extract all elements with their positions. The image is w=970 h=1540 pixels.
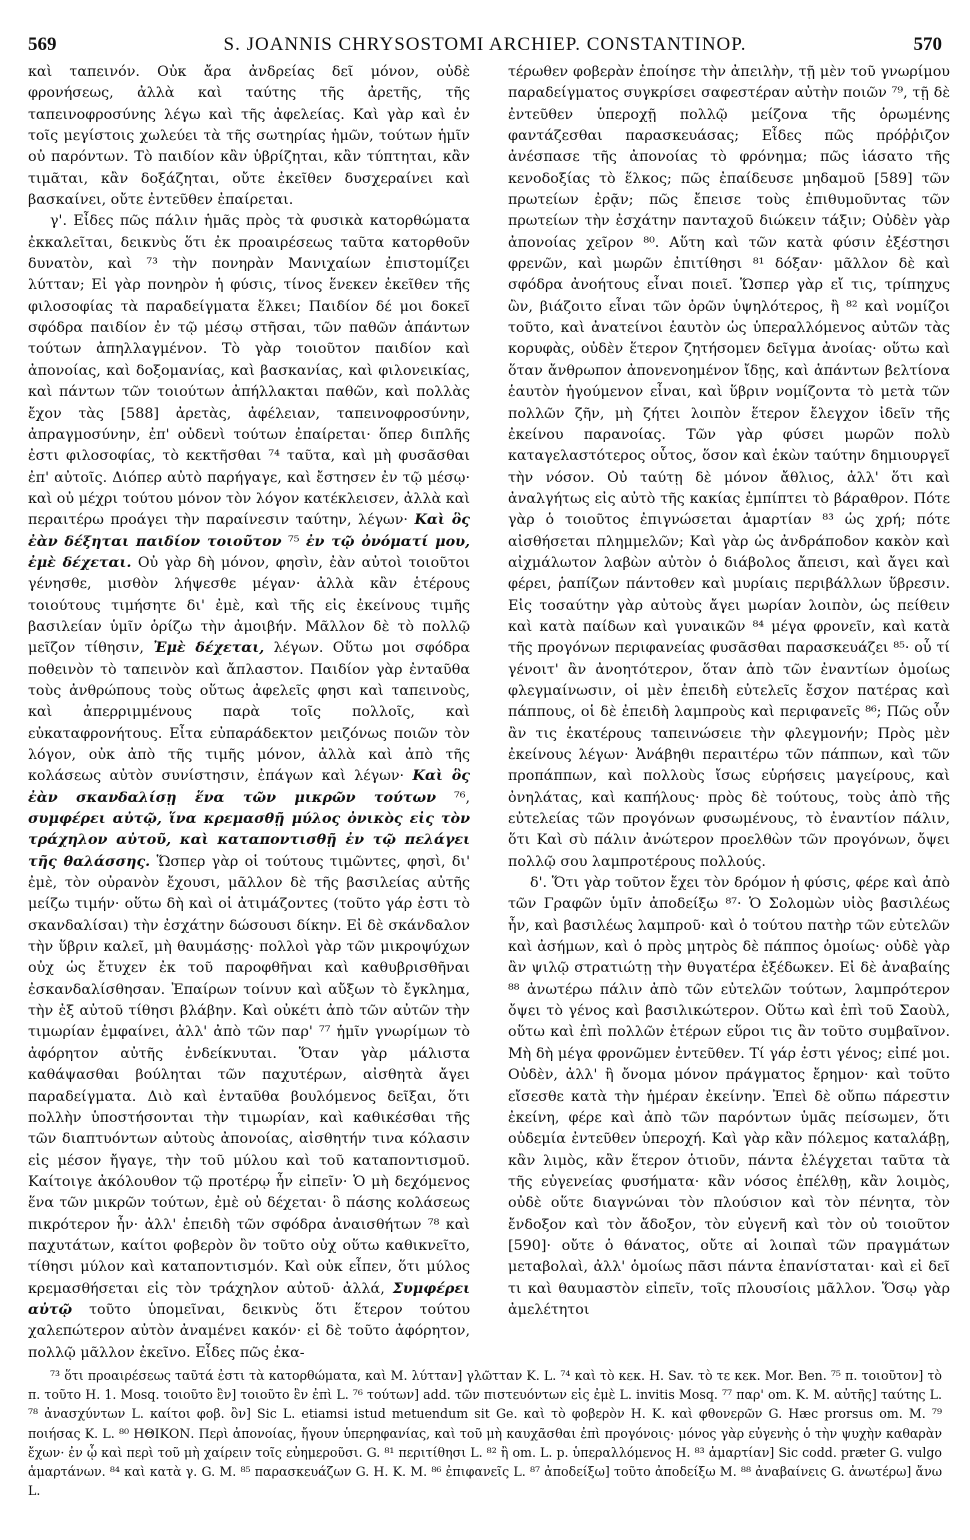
scripture-quote: συμφέρει αὐτῷ, ἵνα κρεμασθῇ μύλος ὀνικὸς εἰς τὸν τράχηλον αὐτοῦ, καὶ καταποντισθῇ ἐν τῷ πελάγει τῆς θαλάσσης. [28,811,470,870]
scripture-quote: Συμφέρει αὐτῷ [28,1280,470,1318]
footnote-text: ⁷³ ὅτι προαιρέσεως ταῦτά ἐστι τὰ κατορθώματα, καὶ M. λύτταν] γλῶτταν K. L. ⁷⁴ καὶ τὸ κεκ. H. Sav. τὸ τε κεκ. Mor. Ben. ⁷⁵ π. τοιοῦτον] τὸ π. τοῦτο H. 1. Mosq. τοιοῦτο ἓν] τοιοῦτο ἓν ἐπὶ L. ⁷⁶ τούτων] add. τῶν πιστευόντων εἰς ἐμὲ L. invitis Mosq. ⁷⁷ παρ' om. K. M. αὐτῆς] ταύτης L. ⁷⁸ ἀνασχύντων L. καίτοι φοβ. ὂν] Sic L. etiamsi istud metuendum sit Ge. καὶ τὸ φοβερὸν H. K. καὶ φθονερῶν G. Hæc prorsus om. M. ⁷⁹ ποιήσας K. L. ⁸⁰ ΗΘΙΚΟΝ. Περὶ ἀπονοίας, ἤγουν ὑπερηφανίας, καὶ τοῦ μὴ καυχᾶσθαι ἐπὶ προγόνοις· μόνος γὰρ εὐγενὴς ὁ τὴν ψυχὴν καθαρὰν ἔχων· ἐν ᾧ καὶ περὶ τοῦ μὴ χαίρειν τοῖς εὐημεροῦσι. G. ⁸¹ περιτίθησι L. ⁸² ἢ om. L. p. ὑπεραλλόμενος H. ⁸³ ἁμαρτίαν] Sic codd. præter G. vulgo ἁμαρτάνων. ⁸⁴ καὶ κατὰ γ. G. M. ⁸⁵ παρασκευάζων G. H. K. M. ⁸⁶ ἐπιφανεῖς L. ⁸⁷ ἀποδείξω] τοῦτο ἀποδείξω M. ⁸⁸ ἀναβαίνεις G. ἀνωτέρω] ἄνω L. [28,1368,942,1499]
scripture-quote: Καὶ ὃς ἐὰν σκανδαλίσῃ ἕνα τῶν μικρῶν τούτων [28,768,470,806]
footnote-mark: ⁷⁵ [287,533,300,550]
page-header [28,16,942,56]
right-column [508,62,950,1362]
page-number-right: 570 [913,34,942,55]
footnote-mark: ⁷⁶, [453,789,470,806]
text-run: τοῦτο ὑπομεῖναι, δεικνὺς ὅτι ἕτερον τούτου χαλεπώτερον αὐτὸν ἀναμένει κακόν· εἰ δὲ τοῦτο ἀφόρητον, πολλῷ μᾶλλον ἐκεῖνο. Εἶδες πῶς ἐκα- [28,1301,470,1361]
text-run: Οὐ γὰρ δὴ μόνον, φησὶν, ἐὰν αὐτοὶ τοιοῦτοι γένησθε, μισθὸν λήψεσθε μέγαν· ἀλλὰ κἂν ἑτέρους τοιούτους τιμήσητε δι' ἐμὲ, καὶ τῆς εἰς ἐκείνους τιμῆς βασιλείαν ὑμῖν ὁρίζω τὴν ἀμοιβήν. Μᾶλλον δὲ τὸ πολλῷ μεῖζον τίθησιν, [28,554,470,657]
running-title: S. JOANNIS CHRYSOSTOMI ARCHIEP. CONSTANTINOP. [223,34,747,55]
text-run: γ'. Εἶδες πῶς πάλιν ἡμᾶς πρὸς τὰ φυσικὰ κατορθώματα ἐκκαλεῖται, δεικνὺς ὅτι ἐκ προαιρέσεως ταῦτα κατορθοῦν δυνατὸν, καὶ ⁷³ τὴν πονηρὰν Μανιχαίων ἐπιστομίζει λύτταν; Εἰ γὰρ πονηρὸν ἡ φύσις, τίνος ἕνεκεν ἐκεῖθεν τῆς φιλοσοφίας τὰ παραδείγματα ἕλκει; Παιδίον δέ μοι δοκεῖ σφόδρα παιδίον ἐν τῷ μέσῳ στῆσαι, τῶν παθῶν ἁπάντων τούτων ἀπηλλαγμένον. Τὸ γὰρ τοιοῦτον παιδίον καὶ ἀπονοίας, καὶ δοξομανίας, καὶ βασκανίας, καὶ φιλονεικίας, καὶ πάντων τῶν τοιούτων ἀπήλλακται παθῶν, καὶ πολλὰς ἔχον τὰς [588] ἀρετὰς, ἀφέλειαν, ταπεινοφροσύνην, ἀπραγμοσύνην, ἐπ' οὐδενὶ τούτων ἐπαίρεται· ὅπερ διπλῆς ἐστι φιλοσοφίας, τὸ κεκτῆσθαι ⁷⁴ ταῦτα, καὶ μὴ φυσᾶσθαι ἐπ' αὐτοῖς. Διόπερ αὐτὸ παρήγαγε, καὶ ἔστησεν ἐν τῷ μέσῳ· καὶ οὐ μέχρι τούτου μόνον τὸν λόγον κατέκλεισεν, ἀλλὰ καὶ περαιτέρω προάγει τὴν παραίνεσιν ταύτην, λέγων· [28,213,470,529]
text-run: Ὥσπερ γὰρ οἱ τούτους τιμῶντες, φησὶ, δι' ἐμὲ, τὸν οὐρανὸν ἔχουσι, μᾶλλον δὲ τῆς βασιλείας αὐτῆς μείζω τιμήν· οὕτω δὴ καὶ οἱ ἀτιμάζοντες (τοῦτο γάρ ἐστι τὸ σκανδαλίσαι) τὴν ἐσχάτην δώσουσι δίκην. Εἰ δὲ σκάνδαλον τὴν ὕβριν καλεῖ, μὴ θαυμάσῃς· πολλοὶ γὰρ τῶν μικροψύχων οὐχ ὡς ἔτυχεν ἐκ τοῦ παροφθῆναι καὶ καθυβρισθῆναι ἐσκανδαλίσθησαν. Ἐπαίρων τοίνυν καὶ αὔξων τὸ ἔγκλημα, τὴν ἐξ αὐτοῦ τίθησι βλάβην. Καὶ οὐκέτι ἀπὸ τῶν αὐτῶν τὴν τιμωρίαν ἐμφαίνει, ἀλλ' ἀπὸ τῶν παρ' ⁷⁷ ἡμῖν γνωρίμων τὸ ἀφόρητον αὐτῆς ἐνδείκνυται. Ὅταν γὰρ μάλιστα καθάψασθαι βούληται τῶν παχυτέρων, αἰσθητὰ ἄγει παραδείγματα. Διὸ καὶ ἐνταῦθα βουλόμενος δεῖξαι, ὅτι πολλὴν ὑποστήσονται τὴν τιμωρίαν, καὶ καθικέσθαι τῆς τῶν διαπτυόντων αὐτοὺς ἀπονοίας, αἰσθητήν τινα κόλασιν εἰς μέσον ἤγαγε, τὴν τοῦ μύλου καὶ τοῦ καταποντισμοῦ. Καίτοιγε ἀκόλουθον τῷ προτέρῳ ἦν εἰπεῖν· Ὁ μὴ δεχόμενος ἕνα τῶν μικρῶν τούτων, ἐμὲ οὐ δέχεται· ὃ πάσης κολάσεως πικρότερον ἦν· ἀλλ' ἐπειδὴ τῶν σφόδρα ἀναισθήτων ⁷⁸ καὶ παχυτάτων, καίτοι φοβερὸν ὂν τοῦτο οὐχ οὕτω καθικνεῖτο, τίθησι μύλον καὶ καταποντισμόν. Καὶ οὐκ εἶπεν, ὅτι μύλος κρεμασθήσεται εἰς τὸν τράχηλον αὐτοῦ· ἀλλά, [28,853,470,1297]
scripture-quote: Καὶ ὃς ἐὰν δέξηται παιδίον τοιοῦτον [28,512,470,550]
left-column [28,62,470,1362]
paragraph: δ'. Ὅτι γὰρ τοῦτον ἔχει τὸν δρόμον ἡ φύσις, φέρε καὶ ἀπὸ τῶν Γραφῶν ὑμῖν ἀποδείξω ⁸⁷· Ὁ Σολομὼν υἱὸς βασιλέως ἦν, καὶ βασιλέως λαμπροῦ· καὶ ὁ τούτου πατὴρ τῶν εὐτελῶν καὶ ἀσήμων, καὶ ὁ πρὸς μητρὸς δὲ πάππος ὁμοίως· οὐδὲ γὰρ ἂν ψιλῷ στρατιώτῃ τὴν θυγατέρα ἐξέδωκεν. Εἰ δὲ ἀναβαίης ⁸⁸ ἀνωτέρω πάλιν ἀπὸ τῶν εὐτελῶν τούτων, λαμπρότερον ὄψει τὸ γένος καὶ βασιλικώτερον. Οὕτω καὶ ἐπὶ τοῦ Σαοὺλ, οὕτω καὶ ἐπὶ πολλῶν ἑτέρων εὕροι τις ἂν τοῦτο συμβαῖνον. Μὴ δὴ μέγα φρονῶμεν ἐντεῦθεν. Τί γάρ ἐστι γένος; εἰπέ μοι. Οὐδὲν, ἀλλ' ἢ ὄνομα μόνον πράγματος ἔρημον· καὶ τοῦτο εἴσεσθε κατὰ τὴν ἡμέραν ἐκείνην. Ἐπεὶ δὲ οὔπω πάρεστιν ἐκείνη, φέρε καὶ ἀπὸ τῶν παρόντων ὑμᾶς πείσωμεν, ὅτι οὐδεμία ἐντεῦθεν ὑπεροχή. Καὶ γὰρ κἂν πόλεμος καταλάβῃ, κἂν λιμὸς, κἂν ἕτερον ὁτιοῦν, πάντα ἐλέγχεται ταῦτα τὰ τῆς εὐγενείας φυσήματα· κἂν νόσος ἐπέλθῃ, κἂν λοιμὸς, οὐδὲ οὕτε διαγνώναι τὸν πλούσιον καὶ τὸν πένητα, τὸν ἔνδοξον καὶ τὸν ἄδοξον, τὸν εὐγενῆ καὶ τὸν οὐ τοιοῦτον [590]· οὔτε ὁ θάνατος, οὔτε αἱ λοιπαὶ τῶν πραγμάτων μεταβολαὶ, ἀλλ' ὁμοίως πᾶσι πάντα ἐπανίσταται· καὶ εἰ δεῖ τι καὶ θαυμαστὸν εἰπεῖν, τοῖς πλουσίοις μᾶλλον. Ὅσῳ γὰρ ἀμελέτητοι [508,875,950,1318]
paragraph: καὶ ταπεινόν. Οὐκ ἄρα ἀνδρείας δεῖ μόνον, οὐδὲ φρονήσεως, ἀλλὰ καὶ ταύτης τῆς ἀρετῆς, τῆς ταπεινοφροσύνης λέγω καὶ τῆς ἀφελείας. Καὶ γὰρ καὶ ἐν τοῖς μεγίστοις χωλεύει τὰ τῆς σωτηρίας ἡμῶν, τούτων ἡμῖν οὐ παρόντων. Τὸ παιδίον κἂν ὑβρίζηται, κἂν τύπτηται, κἂν τιμᾶται, κἂν δοξάζηται, οὔτε ἐκεῖθεν δυσχεραίνει καὶ βασκαίνει, οὔτε ἐντεῦθεν ἐπαίρεται. [28,64,470,209]
scripture-quote: ἐν τῷ ὀνόματί μου, ἐμὲ δέχεται. [28,533,470,571]
paragraph: τέρωθεν φοβερὰν ἐποίησε τὴν ἀπειλὴν, τῇ μὲν τοῦ γνωρίμου παραδείγματος συγκρίσει σαφεστέραν αὐτὴν ποιῶν ⁷⁹, τῇ δὲ ἐντεῦθεν ὑπεροχῇ πολλῷ μείζονα τῆς ὁρωμένης φαντάζεσθαι παρασκευάσας; Εἶδες πῶς πρόῤῥιζον ἀνέσπασε τῆς ἀπονοίας τὸ φρόνημα; πῶς ἰάσατο τῆς κενοδοξίας τὸ ἕλκος; πῶς ἐπαίδευσε μηδαμοῦ [589] τῶν πρωτείων ἐρᾷν; πῶς ἔπεισε τοὺς ἐπιθυμοῦντας τῶν πρωτείων τὴν ἐσχάτην πανταχοῦ διώκειν τάξιν; Οὐδὲν γὰρ ἀπονοίας χεῖρον ⁸⁰. Αὕτη καὶ τῶν κατὰ φύσιν ἐξέστησι φρενῶν, καὶ μωρῶν ἐπιτίθησι ⁸¹ δόξαν· μᾶλλον δὲ καὶ σφόδρα ἀνοήτους εἶναι ποιεῖ. Ὥσπερ γὰρ εἴ τις, τρίπηχυς ὢν, βιάζοιτο εἶναι τῶν ὀρῶν ὑψηλότερος, ἢ ⁸² καὶ νομίζοι τοῦτο, καὶ ἀνατείνοι ἑαυτὸν ὡς ὑπεραλλόμενος αὐτῶν τὰς κορυφὰς, οὐδὲν ἕτερον ζητήσομεν δεῖγμα ἀνοίας· οὕτω καὶ ὅταν ἄνθρωπον ἀπονενοημένον ἴδῃς, καὶ ἁπάντων βελτίονα ἑαυτὸν ἡγούμενον εἶναι, καὶ ὕβριν νομίζοντα τὸ μετὰ τῶν πολλῶν ζῆν, μὴ ζήτει λοιπὸν ἕτερον ἔλεγχον ἰδεῖν τῆς ἐκείνου παρανοίας. Τῶν γὰρ φύσει μωρῶν πολὺ καταγελαστότερος οὗτος, ὅσον καὶ ἑκὼν ταύτην δημιουργεῖ τὴν νόσον. Οὐ ταύτῃ δὲ μόνον ἄθλιος, ἀλλ' ὅτι καὶ ἀναλγήτως εἰς αὐτὸ τῆς κακίας ἐμπίπτει τὸ βάραθρον. Πότε γὰρ ὁ τοιοῦτος ἐπιγνώσεται ἁμαρτίαν ⁸³ ὡς χρή; πότε αἰσθήσεται πλημμελῶν; Καὶ γὰρ ὡς ἀνδράποδον κακὸν καὶ αἰχμάλωτον λαβὼν αὐτὸν ὁ διάβολος ἄπεισι, καὶ ἄγει καὶ φέρει, ῥαπίζων πάντοθεν καὶ μυρίαις περιβάλλων ὕβρεσιν. Εἰς τοσαύτην γὰρ αὐτοὺς ἄγει μωρίαν λοιπὸν, ὡς πείθειν καὶ κατὰ παίδων καὶ γυναικῶν ⁸⁴ μέγα φρονεῖν, καὶ κατὰ τῆς προγόνων περιφανείας φυσᾶσθαι παρασκευάζει ⁸⁵· οὗ τί γένοιτ' ἂν ἀνοητότερον, ὅταν ἀπὸ τῶν ἐναντίων ὁμοίως φλεγμαίνωσιν, οἱ μὲν ἐπειδὴ εὐτελεῖς ἔσχον πατέρας καὶ πάππους, οἱ δὲ ἐπειδὴ λαμπροὺς καὶ περιφανεῖς ⁸⁶; Πῶς οὖν ἂν τις ἑκατέρους ταπεινώσειε τὴν φλεγμονήν; Πρὸς μὲν ἐκείνους λέγων· Ἀνάβηθι περαιτέρω τῶν πάππων, καὶ τῶν προπάππων, καὶ πολλοὺς ἴσως εὑρήσεις μαγείρους, καὶ ὀνηλάτας, καὶ καπήλους· πρὸς δὲ τούτους, τοὺς ἀπὸ τῆς εὐτελείας τῶν προγόνων φυσωμένους, τὸ ἐναντίον πάλιν, ὅτι Καὶ σὺ πάλιν ἀνώτερον προελθὼν τῶν προγόνων, ὄψει πολλῷ σου λαμπροτέρους πολλούς. [508,64,950,870]
page-number-left: 569 [28,34,57,55]
paragraph [28,211,470,1362]
footnotes [28,1366,942,1532]
text-run: λέγων. Οὕτω μοι σφόδρα ποθεινὸν τὸ ταπεινὸν καὶ ἄπλαστον. Παιδίον γὰρ ἐνταῦθα τοὺς ἀνθρώπους τοὺς οὕτως ἀφελεῖς φησι καὶ ταπεινοὺς, καὶ ἀπερριμμένους παρὰ τοῖς πολλοῖς, καὶ εὐκαταφρονήτους. Εἶτα εὐπαράδεκτον μειζόνως ποιῶν τὸν λόγον, οὐκ ἀπὸ τῆς τιμῆς μόνον, ἀλλὰ καὶ ἀπὸ τῆς κολάσεως αὐτὸν συνίστησιν, ἐπάγων καὶ λέγων· [28,640,470,785]
scripture-quote: Ἐμὲ δέχεται, [153,640,265,657]
